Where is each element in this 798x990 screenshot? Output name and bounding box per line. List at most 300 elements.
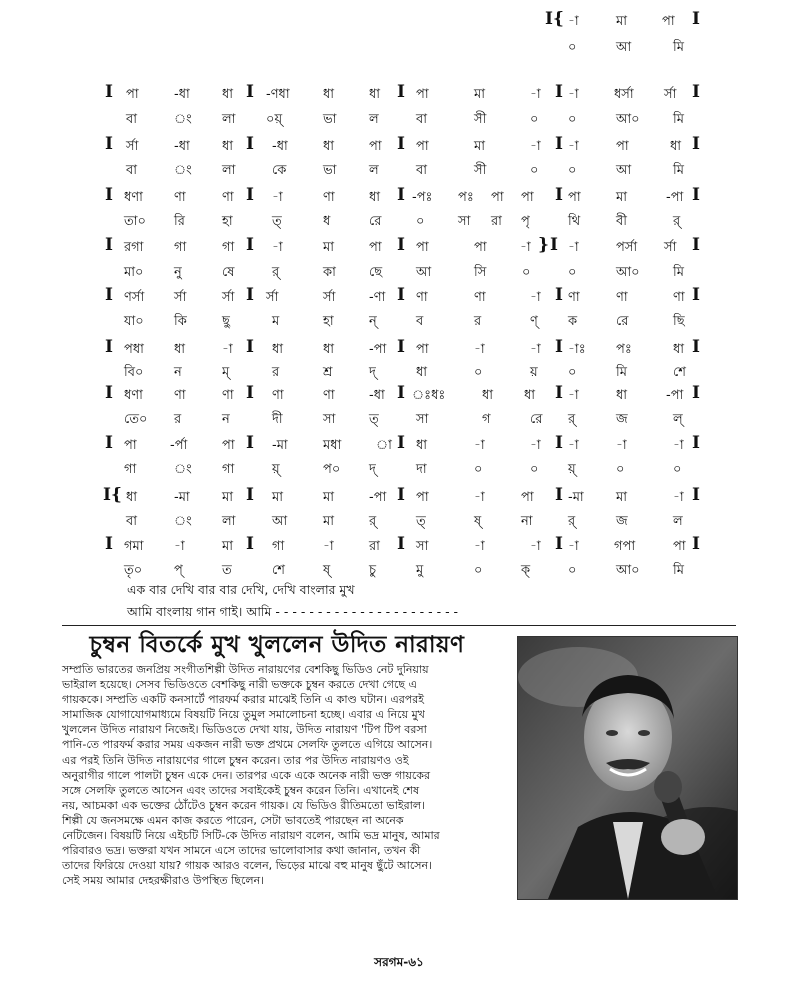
- article-line: পরিবারও ভদ্র। ভক্তরা যখন সামনে এসে তাদের ভালোবাসার কথা জানান, তখন কী: [62, 844, 421, 858]
- notation-cell: পা: [416, 342, 429, 357]
- notation-cell: ণা: [272, 388, 284, 403]
- notation-cell: য়্: [272, 462, 280, 477]
- notation-cell: বা: [126, 163, 138, 178]
- notation-cell: ধা: [482, 388, 494, 403]
- notation-barline: I: [246, 134, 254, 154]
- notation-cell: লা: [222, 514, 236, 529]
- notation-cell: র্: [568, 412, 576, 427]
- article-line: নেটিজেন। বিষয়টি নিয়ে এইচটি সিটি-কে উদিত নারায়ণ বলেন, আমি ভদ্র মানুষ, আমার: [62, 829, 440, 843]
- notation-cell: ধা: [323, 342, 335, 357]
- notation-cell: মা: [222, 539, 233, 554]
- notation-cell: ধা: [323, 87, 335, 102]
- notation-cell: ধা: [673, 342, 685, 357]
- notation-cell: জ: [616, 412, 628, 427]
- notation-cell: সি: [474, 265, 487, 280]
- notation-cell: রে: [616, 314, 629, 329]
- notation-barline: I: [555, 433, 563, 453]
- article-line: খুললেন উদিত নারায়ণ নিজেই। ভিডিওতে দেখা যায়, উদিত নারায়ণ 'টিপ টিপ বরসা: [62, 723, 427, 737]
- notation-cell: -পঃ: [412, 190, 433, 205]
- notation-cell: র: [272, 365, 280, 380]
- notation-cell: মা: [474, 87, 485, 102]
- notation-barline: I: [692, 337, 700, 357]
- notation-barline: I: [692, 383, 700, 403]
- notation-cell: পঃ: [616, 342, 632, 357]
- notation-cell: ণা: [568, 290, 580, 305]
- notation-cell: -া: [568, 438, 579, 453]
- notation-cell: বা: [126, 112, 138, 127]
- notation-cell: ধা: [369, 87, 381, 102]
- notation-cell: সা: [416, 539, 429, 554]
- notation-cell: পা: [616, 139, 629, 154]
- notation-cell: ধা: [222, 87, 234, 102]
- notation-cell: সী: [474, 163, 487, 178]
- notation-cell: ছি: [673, 314, 685, 329]
- notation-barline: I: [397, 82, 405, 102]
- notation-cell: মা: [616, 190, 627, 205]
- notation-cell: ণা: [222, 190, 234, 205]
- lyric-line-2: আমি বাংলায় গান গাই। আমি - - - - - - - - - - - - - - - - - - - - - -: [127, 604, 459, 619]
- notation-cell: প্: [174, 563, 183, 578]
- article-body: [62, 662, 508, 888]
- notation-cell: রি: [174, 214, 185, 229]
- notation-cell: ত্: [416, 514, 426, 529]
- notation-cell: -া: [222, 342, 233, 357]
- notation-barline: I: [397, 433, 405, 453]
- notation-cell: -া: [474, 438, 485, 453]
- notation-cell: ধা: [616, 388, 628, 403]
- notation-cell: ক: [568, 314, 578, 329]
- notation-cell: মু: [416, 563, 424, 578]
- notation-barline: I: [397, 285, 405, 305]
- notation-cell: -া: [673, 490, 684, 505]
- notation-cell: ং: [174, 462, 192, 477]
- notation-cell: -া: [530, 139, 541, 154]
- notation-cell: দ্: [369, 365, 376, 380]
- notation-cell: ং: [174, 514, 192, 529]
- notation-cell: ০: [568, 112, 577, 127]
- notation-cell: তৃ০: [124, 563, 143, 578]
- notation-cell: ০: [568, 365, 577, 380]
- notation-barline: I: [246, 185, 254, 205]
- notation-cell: কা: [323, 265, 336, 280]
- notation-cell: আ: [272, 514, 288, 529]
- notation-cell: পা: [369, 240, 382, 255]
- notation-cell: ০য়্: [266, 112, 283, 127]
- notation-barline: I: [692, 185, 700, 205]
- notation-cell: রে: [530, 412, 543, 427]
- notation-cell: শে: [673, 365, 686, 380]
- notation-barline: I: [246, 337, 254, 357]
- notation-cell: সা: [458, 214, 471, 229]
- notation-cell: ল্: [673, 412, 683, 427]
- notation-cell: ধণা: [124, 190, 143, 205]
- notation-cell: ণা: [616, 290, 628, 305]
- notation-cell: -ধা: [272, 139, 288, 154]
- notation-barline: I: [246, 383, 254, 403]
- notation-cell: -া: [474, 539, 485, 554]
- notation-barline: I: [555, 82, 563, 102]
- notation-cell: গা: [222, 462, 235, 477]
- notation-cell: পা: [126, 87, 139, 102]
- notation-barline: I: [397, 185, 405, 205]
- notation-cell: গা: [272, 539, 285, 554]
- notation-cell: র্: [673, 214, 681, 229]
- notation-cell: পধা: [124, 342, 144, 357]
- notation-cell: ং: [174, 163, 192, 178]
- notation-cell: -ণধা: [266, 87, 290, 102]
- notation-barline: I: [555, 134, 563, 154]
- article-line: শিল্পী যে জনসমক্ষে এমন কাজ করতে পারেন, সেটা ভাবতেই পারছেন না অনেক: [62, 813, 404, 827]
- notation-cell: র্সা: [266, 290, 279, 305]
- notation-cell: ণ্: [530, 314, 538, 329]
- notation-barline: I: [692, 134, 700, 154]
- notation-cell: ০: [568, 163, 577, 178]
- notation-cell: ন: [222, 412, 230, 427]
- notation-cell: ণা: [174, 190, 186, 205]
- notation-cell: -া: [474, 490, 485, 505]
- notation-cell: তে০: [124, 412, 148, 427]
- notation-barline: I: [692, 82, 700, 102]
- notation-cell: রগা: [124, 240, 144, 255]
- notation-barline: I: [555, 383, 563, 403]
- notation-cell: য়্: [568, 462, 576, 477]
- notation-barline: I: [105, 134, 113, 154]
- notation-cell: মা: [323, 490, 334, 505]
- notation-cell: পা: [568, 190, 581, 205]
- notation-cell: নু: [174, 265, 182, 280]
- notation-cell: বা: [416, 112, 428, 127]
- notation-cell: ঃধঃ: [412, 388, 446, 403]
- notation-cell: মি: [673, 40, 684, 55]
- notation-barline: I: [692, 235, 700, 255]
- notation-cell: ল: [369, 112, 379, 127]
- notation-cell: -া: [530, 290, 541, 305]
- notation-cell: পা: [521, 190, 534, 205]
- notation-cell: সা: [416, 412, 429, 427]
- notation-cell: -পা: [369, 490, 387, 505]
- notation-cell: -মা: [272, 438, 288, 453]
- notation-cell: জ: [616, 514, 628, 529]
- notation-cell: র্সা: [174, 290, 187, 305]
- notation-cell: ষ্: [323, 563, 331, 578]
- notation-barline: I: [555, 534, 563, 554]
- notation-cell: রে: [369, 214, 382, 229]
- notation-cell: -পা: [666, 190, 684, 205]
- notation-cell: -া: [530, 87, 541, 102]
- notation-cell: -ধা: [174, 87, 190, 102]
- notation-cell: মি: [673, 163, 684, 178]
- notation-cell: পর্সা: [616, 240, 638, 255]
- notation-cell: মধা: [323, 438, 342, 453]
- notation-cell: পা: [416, 139, 429, 154]
- notation-cell: লা: [222, 163, 236, 178]
- notation-barline: I: [246, 485, 254, 505]
- notation-barline: I: [105, 285, 113, 305]
- notation-cell: ধা: [416, 365, 428, 380]
- notation-cell: -া: [530, 438, 541, 453]
- notation-cell: বি০: [124, 365, 144, 380]
- notation-cell: সা: [323, 412, 336, 427]
- notation-cell: পা: [416, 87, 429, 102]
- notation-barline: I: [397, 134, 405, 154]
- notation-cell: যা০: [124, 314, 144, 329]
- notation-cell: -া: [568, 87, 579, 102]
- notation-cell: বা: [416, 163, 428, 178]
- notation-cell: শ্র: [323, 365, 333, 380]
- notation-cell: আ: [616, 40, 632, 55]
- notation-cell: হা: [323, 314, 334, 329]
- notation-cell: ধর্সা: [614, 87, 634, 102]
- notation-cell: র্সা: [323, 290, 336, 305]
- notation-cell: ০: [474, 365, 483, 380]
- notation-cell: পা: [222, 438, 235, 453]
- notation-cell: ণা: [673, 290, 685, 305]
- notation-cell: পা: [369, 139, 382, 154]
- notation-cell: ষ্: [474, 514, 482, 529]
- notation-barline: I: [692, 534, 700, 554]
- notation-cell: য়: [530, 365, 538, 380]
- notation-cell: ক্: [521, 563, 531, 578]
- notation-cell: পা: [673, 539, 686, 554]
- notation-barline: }: [538, 235, 549, 255]
- notation-cell: র: [174, 412, 182, 427]
- notation-barline: I: [246, 534, 254, 554]
- notation-cell: না: [521, 514, 533, 529]
- notation-cell: মা: [323, 514, 334, 529]
- notation-cell: হা: [222, 214, 233, 229]
- notation-cell: মি: [673, 563, 684, 578]
- notation-cell: -ণা: [369, 290, 386, 305]
- notation-cell: মা: [616, 14, 627, 29]
- notation-cell: র্: [568, 514, 576, 529]
- notation-barline: I: [555, 185, 563, 205]
- notation-cell: -া: [568, 539, 579, 554]
- notation-cell: -ৰ্পা: [170, 438, 188, 453]
- notation-cell: গ: [482, 412, 491, 427]
- singer-photo: [517, 636, 738, 900]
- notation-cell: শে: [272, 563, 285, 578]
- notation-barline: I: [105, 185, 113, 205]
- notation-cell: বা: [126, 514, 138, 529]
- notation-cell: ণা: [174, 388, 186, 403]
- notation-cell: -া: [530, 342, 541, 357]
- article-line: তাদের ফিরিয়ে দেওয়া যায়? গায়ক আরও বলেন, ভিড়ের মাঝে বহু মানুষ ছুঁটে আসেন।: [62, 859, 433, 873]
- notation-cell: কি: [174, 314, 187, 329]
- notation-cell: রা: [491, 214, 502, 229]
- notation-cell: গপা: [614, 539, 636, 554]
- notation-barline: I: [692, 485, 700, 505]
- notation-barline: I: [692, 285, 700, 305]
- notation-barline: I: [246, 433, 254, 453]
- notation-cell: আ: [416, 265, 432, 280]
- notation-cell: ষে: [222, 265, 235, 280]
- notation-barline: I: [550, 235, 558, 255]
- notation-cell: র্সা: [222, 290, 235, 305]
- notation-cell: ০: [416, 214, 425, 229]
- notation-cell: তা০: [124, 214, 146, 229]
- notation-cell: ০: [530, 462, 539, 477]
- notation-barline: I: [105, 235, 113, 255]
- notation-cell: আ: [616, 163, 632, 178]
- notation-cell: গা: [174, 240, 187, 255]
- notation-cell: রা: [369, 539, 380, 554]
- notation-cell: ত: [222, 563, 232, 578]
- notation-cell: ত্: [369, 412, 379, 427]
- notation-barline: I{: [103, 485, 122, 505]
- notation-cell: র্: [272, 265, 280, 280]
- notation-cell: বী: [616, 214, 627, 229]
- notation-cell: -ধা: [174, 139, 190, 154]
- notation-cell: মা: [616, 490, 627, 505]
- page-number: সরগম-৬১: [374, 955, 424, 969]
- notation-cell: ব: [416, 314, 424, 329]
- notation-cell: -ধা: [369, 388, 385, 403]
- notation-cell: ম: [272, 314, 280, 329]
- notation-cell: পা: [521, 490, 534, 505]
- notation-cell: ০: [474, 462, 483, 477]
- notation-cell: ছু: [222, 314, 230, 329]
- article-line: এর পরই তিনি উদিত নারায়ণের গালে চুম্বন করেন। তার পর উদিত নারায়ণও ওই: [62, 753, 409, 767]
- article-line: সম্প্রতি ভারতের জনপ্রিয় সংগীতশিল্পী উদিত নারায়ণের বেশকিছু ভিডিও নেট দুনিয়ায়: [62, 663, 429, 676]
- notation-cell: ণা: [222, 388, 234, 403]
- notation-cell: -াঃ: [568, 342, 586, 357]
- notation-cell: া: [376, 438, 392, 453]
- notation-cell: -া: [616, 438, 627, 453]
- notation-barline: I: [105, 383, 113, 403]
- notation-cell: -পা: [666, 388, 684, 403]
- notation-cell: দা: [416, 462, 427, 477]
- notation-cell: থি: [568, 214, 581, 229]
- notation-cell: র্: [369, 514, 377, 529]
- notation-cell: দী: [272, 412, 283, 427]
- notation-cell: প০: [323, 462, 341, 477]
- notation-cell: -া: [673, 438, 684, 453]
- notation-cell: -া: [520, 240, 531, 255]
- notation-cell: গা: [124, 462, 137, 477]
- notation-barline: I: [397, 235, 405, 255]
- notation-cell: পা: [416, 490, 429, 505]
- article-line: অনুরাগীর গালে পালটা চুম্বন একে দেন। তারপর একে একে অনেক নারী ভক্ত গায়কের: [62, 768, 431, 782]
- notation-cell: মা: [474, 139, 485, 154]
- notation-cell: ধা: [272, 342, 284, 357]
- notation-cell: ০: [673, 462, 682, 477]
- notation-cell: লা: [222, 112, 236, 127]
- notation-barline: I: [555, 485, 563, 505]
- notation-cell: মা: [323, 240, 334, 255]
- notation-cell: দ্: [369, 462, 376, 477]
- article-headline: চুম্বন বিতর্কে মুখ খুললেন উদিত নারায়ণ: [89, 632, 465, 658]
- notation-cell: ধা: [670, 139, 682, 154]
- notation-cell: মা: [222, 490, 233, 505]
- notation-cell: -া: [568, 240, 579, 255]
- article-line: পানি-তে পারফর্ম করার সময় একজন নারী ভক্ত প্রথমে সেলফি তুলতে এগিয়ে আসেন।: [62, 738, 433, 752]
- lyric-line-1: এক বার দেখি বার বার দেখি, দেখি বাংলার মুখ: [127, 582, 355, 597]
- notation-barline: I: [246, 235, 254, 255]
- notation-cell: ভা: [323, 112, 337, 127]
- notation-cell: -া: [568, 14, 579, 29]
- notation-cell: -া: [530, 539, 541, 554]
- notation-barline: I: [246, 82, 254, 102]
- notation-cell: র: [474, 314, 482, 329]
- notation-barline: I: [397, 337, 405, 357]
- notation-cell: ধা: [524, 388, 536, 403]
- notation-cell: ণা: [323, 190, 335, 205]
- notation-barline: I: [105, 337, 113, 357]
- notation-cell: পঃ: [458, 190, 474, 205]
- article-line: নয়, আচমকা এক ভক্তের ঠোঁটেও চুম্বন করেন গায়ক। যে ভিডিও রীতিমতো ভাইরাল।: [62, 798, 425, 812]
- notation-barline: I: [555, 285, 563, 305]
- notation-cell: ণা: [474, 290, 486, 305]
- notation-cell: ণা: [323, 388, 335, 403]
- notation-cell: ০: [474, 563, 483, 578]
- notation-cell: ০: [530, 163, 539, 178]
- notation-cell: পা: [416, 240, 429, 255]
- notation-cell: ণা: [416, 290, 428, 305]
- notation-cell: -া: [323, 539, 334, 554]
- notation-cell: গা: [222, 240, 235, 255]
- notation-cell: পা: [662, 14, 675, 29]
- notation-cell: র্সা: [664, 240, 677, 255]
- article-line: সঙ্গে সেলফি তুলতে আসেন এবং তাদের সবাইকেই চুম্বন করেন তিনি। এখানেই শেষ: [62, 783, 420, 797]
- notation-barline: I: [246, 285, 254, 305]
- notation-cell: -মা: [568, 490, 584, 505]
- notation-cell: -া: [174, 539, 185, 554]
- article-line: গায়ককে। সম্প্রতি একটি কনসার্টে পারফর্ম করার মাঝেই তিনি এ কাণ্ড ঘটান। এরপরই: [62, 693, 424, 707]
- notation-cell: সী: [474, 112, 487, 127]
- notation-cell: চু: [369, 563, 377, 578]
- notation-cell: মি: [673, 112, 684, 127]
- notation-cell: ধা: [416, 438, 428, 453]
- notation-cell: ০: [522, 265, 531, 280]
- notation-cell: ণর্সা: [124, 290, 145, 305]
- notation-cell: ল: [369, 163, 379, 178]
- notation-cell: ০: [568, 40, 577, 55]
- notation-barline: I: [692, 9, 700, 29]
- notation-barline: I: [397, 383, 405, 403]
- notation-cell: ০: [530, 112, 539, 127]
- notation-cell: পৃ: [521, 214, 530, 229]
- notation-cell: -া: [568, 139, 579, 154]
- notation-cell: ং: [174, 112, 192, 127]
- notation-barline: I: [397, 485, 405, 505]
- notation-cell: ধা: [323, 139, 335, 154]
- notation-cell: র্সা: [126, 139, 139, 154]
- notation-cell: আ০: [616, 112, 640, 127]
- notation-cell: ছে: [369, 265, 383, 280]
- notation-cell: -া: [474, 342, 485, 357]
- notation-cell: আ০: [616, 563, 640, 578]
- notation-cell: -া: [272, 240, 283, 255]
- notation-barline: I: [105, 82, 113, 102]
- notation-cell: কে: [272, 163, 287, 178]
- notation-cell: -া: [272, 190, 283, 205]
- notation-cell: -পা: [369, 342, 387, 357]
- notation-cell: পা: [474, 240, 487, 255]
- notation-barline: I: [555, 337, 563, 357]
- notation-cell: ধ: [323, 214, 331, 229]
- notation-barline: I: [105, 433, 113, 453]
- notation-cell: র্সা: [664, 87, 677, 102]
- notation-cell: -মা: [174, 490, 190, 505]
- article-line: ভাইরাল হয়েছে। সেসব ভিডিওতে বেশকিছু নারী ভক্তকে চুম্বন করতে দেখা গেছে এ: [62, 678, 417, 692]
- notation-cell: ধণা: [124, 388, 143, 403]
- notation-barline: I{: [545, 9, 564, 29]
- notation-cell: ভা: [323, 163, 337, 178]
- article-line: সামাজিক যোগাযোগমাধ্যমে বিষয়টি নিয়ে তুমুল সমালোচনা হচ্ছে। এবার এ নিয়ে মুখ: [62, 708, 425, 722]
- notation-cell: ল: [673, 514, 683, 529]
- notation-cell: পা: [124, 438, 137, 453]
- notation-cell: আ০: [616, 265, 640, 280]
